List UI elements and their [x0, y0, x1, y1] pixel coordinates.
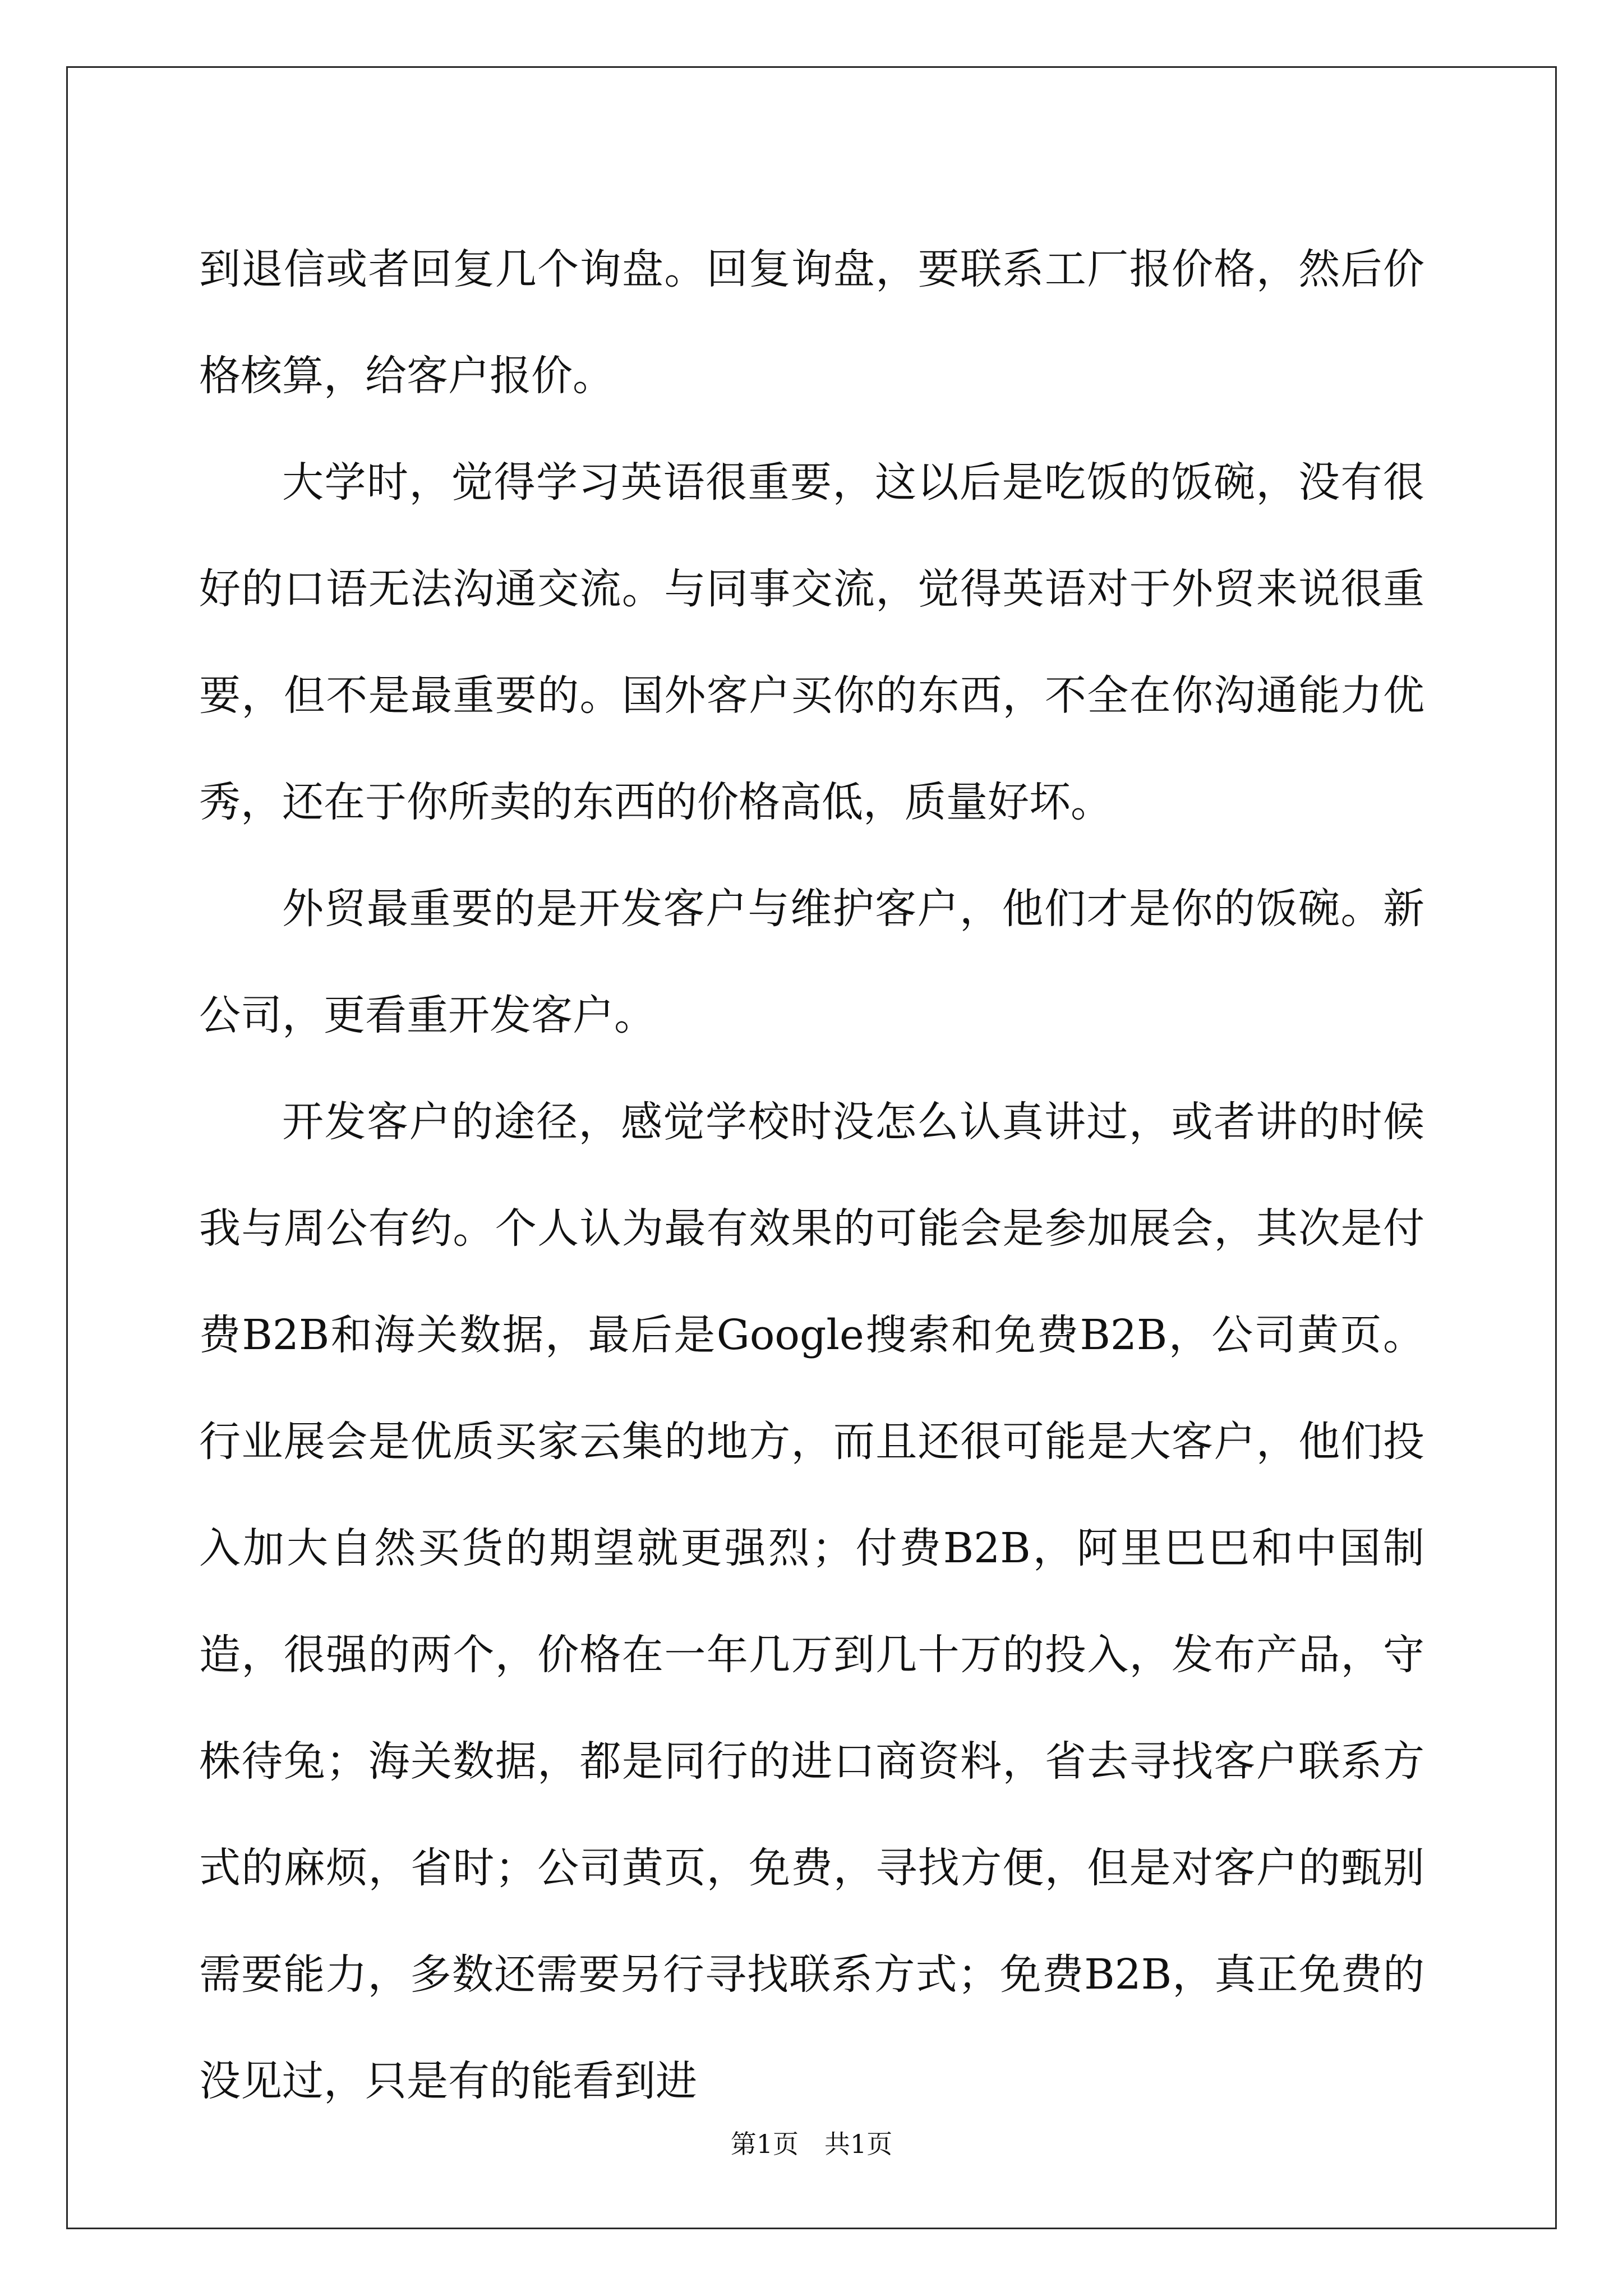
paragraph-1: 到退信或者回复几个询盘。回复询盘，要联系工厂报价格，然后价格核算，给客户报价。 — [199, 245, 1424, 400]
paragraph-3: 外贸最重要的是开发客户与维护客户，他们才是你的饭碗。新公司，更看重开发客户。 — [199, 885, 1424, 1039]
paragraph-2: 大学时，觉得学习英语很重要，这以后是吃饭的饭碗，没有很好的口语无法沟通交流。与同事交流，觉得英语对于外贸来说很重要，但不是最重要的。国外客户买你的东西，不全在你沟通能力优秀，还在于你所卖的东西的价格高低，质量好坏。 — [199, 458, 1424, 826]
page-footer — [0, 2124, 1623, 2161]
paragraph-4: 开发客户的途径，感觉学校时没怎么认真讲过，或者讲的时候我与周公有约。个人认为最有效果的可能会是参加展会，其次是付费B2B和海关数据，最后是Google搜索和免费B2B，公司黄页。行业展会是优质买家云集的地方，而且还很可能是大客户，他们投入加大自然买货的期望就更强烈；付费B2B，阿里巴巴和中国制造，很强的两个，价格在一年几万到几十万的投入，发布产品，守株待兔；海关数据，都是同行的进口商资料，省去寻找客户联系方式的麻烦，省时；公司黄页，免费，寻找方便，但是对客户的甄别需要能力，多数还需要另行寻找联系方式；免费B2B，真正免费的没见过，只是有的能看到进 — [199, 1098, 1424, 2105]
document-body — [199, 216, 1424, 2134]
page-number: 第1页 共1页 — [730, 2129, 893, 2159]
